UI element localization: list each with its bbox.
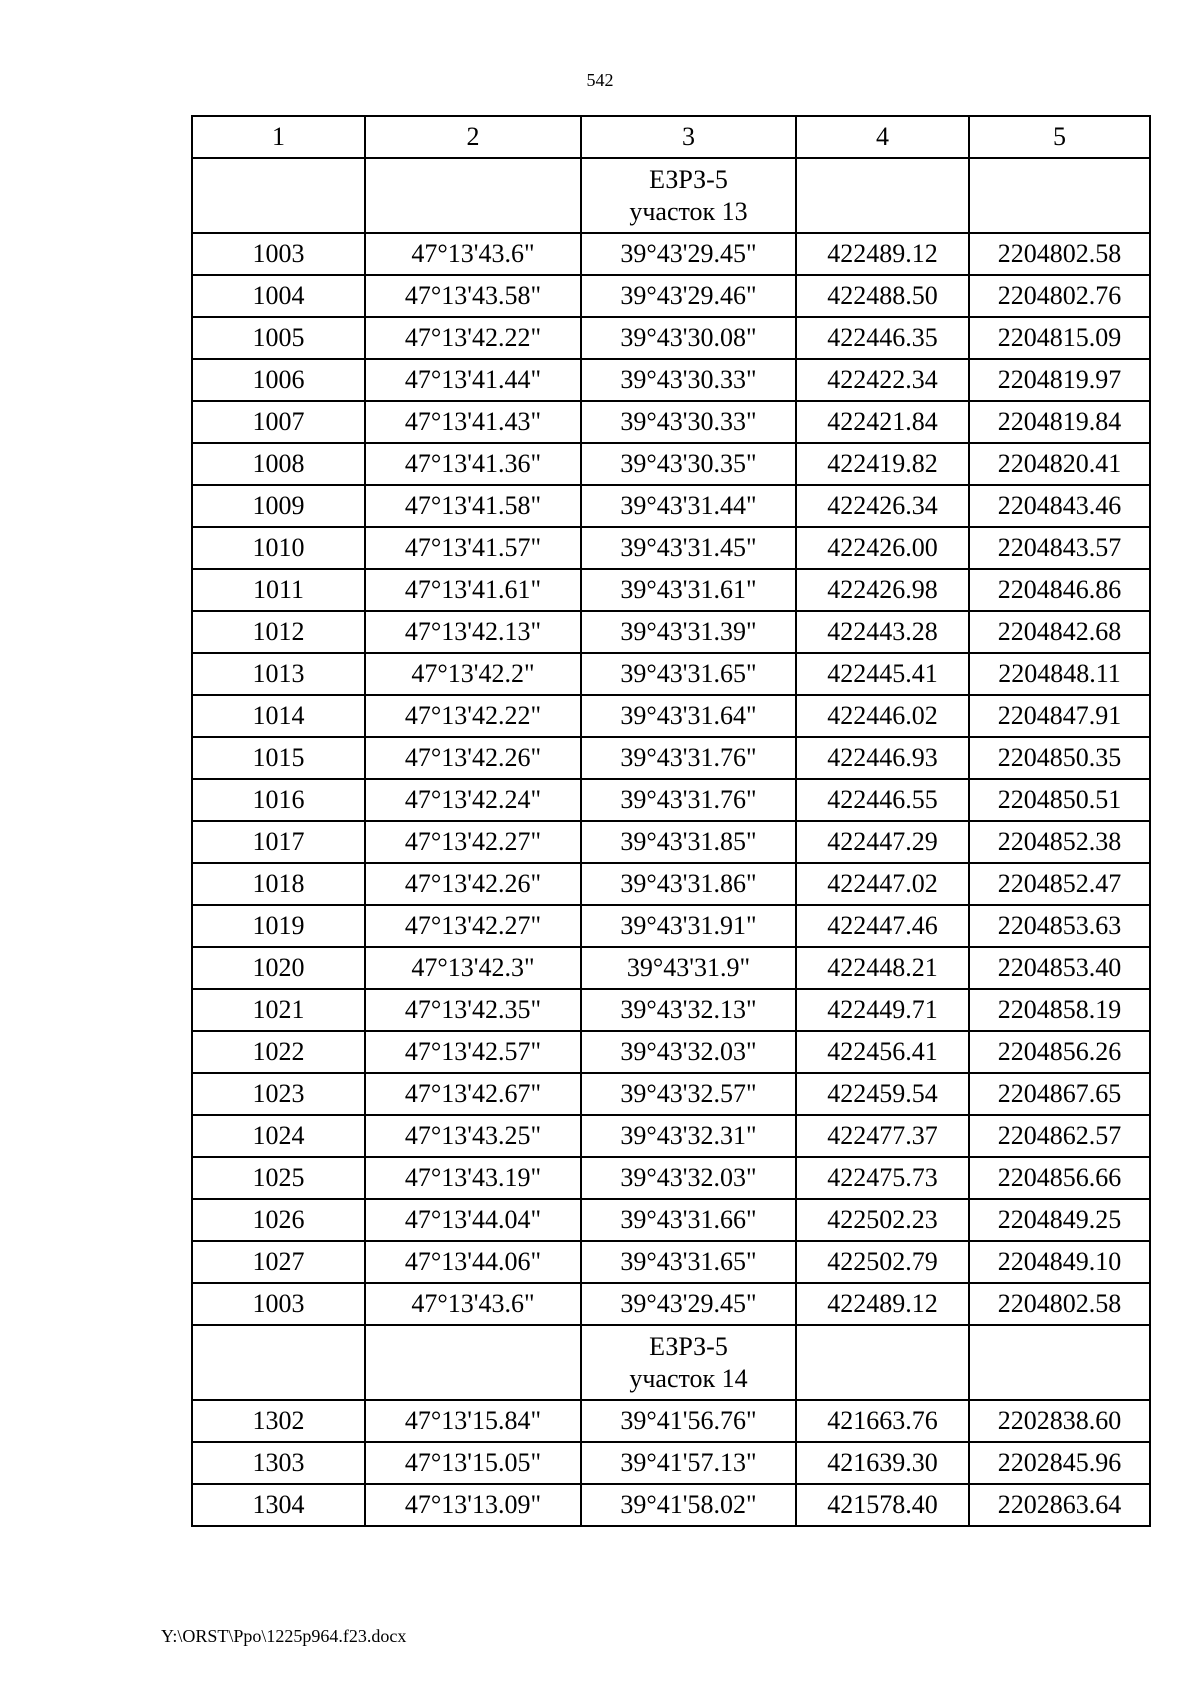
point-number-cell: 1007 (192, 401, 365, 443)
x-coordinate-cell: 422447.46 (796, 905, 969, 947)
point-number-cell: 1303 (192, 1442, 365, 1484)
section-plot: участок 14 (629, 1363, 748, 1393)
section-row (192, 158, 1150, 233)
x-coordinate-cell: 422477.37 (796, 1115, 969, 1157)
x-coordinate-cell: 422488.50 (796, 275, 969, 317)
y-coordinate-cell: 2204846.86 (969, 569, 1150, 611)
x-coordinate-cell: 422443.28 (796, 611, 969, 653)
table-row (192, 1400, 1150, 1442)
table-row (192, 1283, 1150, 1325)
longitude-cell: 39°43'31.61" (581, 569, 796, 611)
longitude-cell: 39°43'29.46" (581, 275, 796, 317)
longitude-cell: 39°43'31.76" (581, 779, 796, 821)
column-header-2: 2 (365, 116, 581, 158)
table-row (192, 443, 1150, 485)
longitude-cell: 39°43'30.33" (581, 359, 796, 401)
empty-cell (969, 1325, 1150, 1400)
x-coordinate-cell: 422475.73 (796, 1157, 969, 1199)
point-number-cell: 1012 (192, 611, 365, 653)
table-row (192, 653, 1150, 695)
empty-cell (365, 1325, 581, 1400)
y-coordinate-cell: 2204849.25 (969, 1199, 1150, 1241)
y-coordinate-cell: 2204820.41 (969, 443, 1150, 485)
latitude-cell: 47°13'43.6" (365, 233, 581, 275)
table-row (192, 779, 1150, 821)
section-row (192, 1325, 1150, 1400)
longitude-cell: 39°41'56.76" (581, 1400, 796, 1442)
y-coordinate-cell: 2204848.11 (969, 653, 1150, 695)
longitude-cell: 39°43'29.45" (581, 233, 796, 275)
longitude-cell: 39°43'31.91" (581, 905, 796, 947)
table-header-row (192, 116, 1150, 158)
x-coordinate-cell: 421663.76 (796, 1400, 969, 1442)
latitude-cell: 47°13'43.6" (365, 1283, 581, 1325)
table-row (192, 233, 1150, 275)
page-number: 542 (586, 70, 614, 90)
table-row (192, 863, 1150, 905)
point-number-cell: 1022 (192, 1031, 365, 1073)
longitude-cell: 39°43'31.65" (581, 1241, 796, 1283)
y-coordinate-cell: 2202863.64 (969, 1484, 1150, 1526)
point-number-cell: 1024 (192, 1115, 365, 1157)
longitude-cell: 39°43'31.76" (581, 737, 796, 779)
latitude-cell: 47°13'15.05" (365, 1442, 581, 1484)
point-number-cell: 1003 (192, 1283, 365, 1325)
table-row (192, 611, 1150, 653)
longitude-cell: 39°43'32.13" (581, 989, 796, 1031)
latitude-cell: 47°13'42.2" (365, 653, 581, 695)
longitude-cell: 39°41'58.02" (581, 1484, 796, 1526)
longitude-cell: 39°43'31.64" (581, 695, 796, 737)
y-coordinate-cell: 2204853.40 (969, 947, 1150, 989)
point-number-cell: 1016 (192, 779, 365, 821)
y-coordinate-cell: 2204802.58 (969, 233, 1150, 275)
x-coordinate-cell: 421639.30 (796, 1442, 969, 1484)
longitude-cell: 39°43'31.86" (581, 863, 796, 905)
point-number-cell: 1019 (192, 905, 365, 947)
longitude-cell: 39°43'31.66" (581, 1199, 796, 1241)
point-number-cell: 1008 (192, 443, 365, 485)
table-row (192, 1442, 1150, 1484)
x-coordinate-cell: 422446.55 (796, 779, 969, 821)
empty-cell (969, 158, 1150, 233)
point-number-cell: 1006 (192, 359, 365, 401)
table-row (192, 989, 1150, 1031)
x-coordinate-cell: 422445.41 (796, 653, 969, 695)
y-coordinate-cell: 2204843.57 (969, 527, 1150, 569)
point-number-cell: 1023 (192, 1073, 365, 1115)
table-row (192, 1031, 1150, 1073)
coordinates-table (191, 115, 1151, 1527)
y-coordinate-cell: 2204853.63 (969, 905, 1150, 947)
y-coordinate-cell: 2204802.58 (969, 1283, 1150, 1325)
y-coordinate-cell: 2202845.96 (969, 1442, 1150, 1484)
latitude-cell: 47°13'42.27" (365, 821, 581, 863)
y-coordinate-cell: 2204862.57 (969, 1115, 1150, 1157)
table-row (192, 359, 1150, 401)
section-name: ЕЗРЗ-5 (649, 164, 728, 194)
table-row (192, 275, 1150, 317)
empty-cell (192, 158, 365, 233)
table-row (192, 317, 1150, 359)
column-header-4: 4 (796, 116, 969, 158)
longitude-cell: 39°41'57.13" (581, 1442, 796, 1484)
point-number-cell: 1010 (192, 527, 365, 569)
point-number-cell: 1014 (192, 695, 365, 737)
x-coordinate-cell: 422421.84 (796, 401, 969, 443)
table-row (192, 485, 1150, 527)
latitude-cell: 47°13'41.36" (365, 443, 581, 485)
section-plot: участок 13 (629, 196, 748, 226)
x-coordinate-cell: 422456.41 (796, 1031, 969, 1073)
point-number-cell: 1020 (192, 947, 365, 989)
longitude-cell: 39°43'31.45" (581, 527, 796, 569)
x-coordinate-cell: 422426.00 (796, 527, 969, 569)
latitude-cell: 47°13'42.26" (365, 737, 581, 779)
latitude-cell: 47°13'44.04" (365, 1199, 581, 1241)
y-coordinate-cell: 2204858.19 (969, 989, 1150, 1031)
section-title-cell (581, 1325, 796, 1400)
point-number-cell: 1027 (192, 1241, 365, 1283)
x-coordinate-cell: 422447.02 (796, 863, 969, 905)
point-number-cell: 1021 (192, 989, 365, 1031)
latitude-cell: 47°13'13.09" (365, 1484, 581, 1526)
point-number-cell: 1302 (192, 1400, 365, 1442)
table-row (192, 1157, 1150, 1199)
point-number-cell: 1304 (192, 1484, 365, 1526)
x-coordinate-cell: 422502.23 (796, 1199, 969, 1241)
latitude-cell: 47°13'42.27" (365, 905, 581, 947)
y-coordinate-cell: 2204852.47 (969, 863, 1150, 905)
longitude-cell: 39°43'29.45" (581, 1283, 796, 1325)
file-path: Y:\ORST\Ppo\1225p964.f23.docx (161, 1626, 407, 1646)
point-number-cell: 1026 (192, 1199, 365, 1241)
empty-cell (192, 1325, 365, 1400)
section-title-cell (581, 158, 796, 233)
x-coordinate-cell: 422459.54 (796, 1073, 969, 1115)
point-number-cell: 1025 (192, 1157, 365, 1199)
y-coordinate-cell: 2204850.35 (969, 737, 1150, 779)
y-coordinate-cell: 2204856.66 (969, 1157, 1150, 1199)
empty-cell (796, 158, 969, 233)
longitude-cell: 39°43'31.44" (581, 485, 796, 527)
point-number-cell: 1003 (192, 233, 365, 275)
table-row (192, 1199, 1150, 1241)
longitude-cell: 39°43'32.03" (581, 1157, 796, 1199)
section-name: ЕЗРЗ-5 (649, 1331, 728, 1361)
table-row (192, 695, 1150, 737)
table-row (192, 947, 1150, 989)
latitude-cell: 47°13'42.3" (365, 947, 581, 989)
table-row (192, 1073, 1150, 1115)
longitude-cell: 39°43'30.35" (581, 443, 796, 485)
table-row (192, 1241, 1150, 1283)
table-row (192, 821, 1150, 863)
point-number-cell: 1009 (192, 485, 365, 527)
point-number-cell: 1011 (192, 569, 365, 611)
y-coordinate-cell: 2204847.91 (969, 695, 1150, 737)
latitude-cell: 47°13'44.06" (365, 1241, 581, 1283)
latitude-cell: 47°13'43.58" (365, 275, 581, 317)
empty-cell (365, 158, 581, 233)
longitude-cell: 39°43'32.57" (581, 1073, 796, 1115)
y-coordinate-cell: 2204852.38 (969, 821, 1150, 863)
table-row (192, 569, 1150, 611)
latitude-cell: 47°13'42.22" (365, 695, 581, 737)
latitude-cell: 47°13'43.25" (365, 1115, 581, 1157)
x-coordinate-cell: 422502.79 (796, 1241, 969, 1283)
latitude-cell: 47°13'41.61" (365, 569, 581, 611)
x-coordinate-cell: 422449.71 (796, 989, 969, 1031)
x-coordinate-cell: 422419.82 (796, 443, 969, 485)
table-row (192, 905, 1150, 947)
column-header-1: 1 (192, 116, 365, 158)
point-number-cell: 1005 (192, 317, 365, 359)
empty-cell (796, 1325, 969, 1400)
latitude-cell: 47°13'41.43" (365, 401, 581, 443)
column-header-5: 5 (969, 116, 1150, 158)
y-coordinate-cell: 2204819.97 (969, 359, 1150, 401)
x-coordinate-cell: 422426.98 (796, 569, 969, 611)
y-coordinate-cell: 2204815.09 (969, 317, 1150, 359)
table-row (192, 737, 1150, 779)
longitude-cell: 39°43'31.65" (581, 653, 796, 695)
x-coordinate-cell: 422446.02 (796, 695, 969, 737)
x-coordinate-cell: 422489.12 (796, 233, 969, 275)
x-coordinate-cell: 422446.35 (796, 317, 969, 359)
table-row (192, 527, 1150, 569)
latitude-cell: 47°13'42.67" (365, 1073, 581, 1115)
latitude-cell: 47°13'41.57" (365, 527, 581, 569)
latitude-cell: 47°13'42.24" (365, 779, 581, 821)
x-coordinate-cell: 422422.34 (796, 359, 969, 401)
y-coordinate-cell: 2204850.51 (969, 779, 1150, 821)
y-coordinate-cell: 2204849.10 (969, 1241, 1150, 1283)
x-coordinate-cell: 422448.21 (796, 947, 969, 989)
longitude-cell: 39°43'32.31" (581, 1115, 796, 1157)
latitude-cell: 47°13'41.58" (365, 485, 581, 527)
latitude-cell: 47°13'42.26" (365, 863, 581, 905)
x-coordinate-cell: 421578.40 (796, 1484, 969, 1526)
longitude-cell: 39°43'30.08" (581, 317, 796, 359)
longitude-cell: 39°43'30.33" (581, 401, 796, 443)
y-coordinate-cell: 2204802.76 (969, 275, 1150, 317)
point-number-cell: 1004 (192, 275, 365, 317)
x-coordinate-cell: 422426.34 (796, 485, 969, 527)
table-row (192, 1484, 1150, 1526)
longitude-cell: 39°43'32.03" (581, 1031, 796, 1073)
point-number-cell: 1017 (192, 821, 365, 863)
latitude-cell: 47°13'42.57" (365, 1031, 581, 1073)
y-coordinate-cell: 2204843.46 (969, 485, 1150, 527)
latitude-cell: 47°13'43.19" (365, 1157, 581, 1199)
y-coordinate-cell: 2204842.68 (969, 611, 1150, 653)
latitude-cell: 47°13'42.22" (365, 317, 581, 359)
column-header-3: 3 (581, 116, 796, 158)
latitude-cell: 47°13'42.35" (365, 989, 581, 1031)
x-coordinate-cell: 422447.29 (796, 821, 969, 863)
latitude-cell: 47°13'42.13" (365, 611, 581, 653)
y-coordinate-cell: 2204856.26 (969, 1031, 1150, 1073)
y-coordinate-cell: 2204819.84 (969, 401, 1150, 443)
latitude-cell: 47°13'15.84" (365, 1400, 581, 1442)
x-coordinate-cell: 422446.93 (796, 737, 969, 779)
point-number-cell: 1013 (192, 653, 365, 695)
y-coordinate-cell: 2202838.60 (969, 1400, 1150, 1442)
table-row (192, 401, 1150, 443)
y-coordinate-cell: 2204867.65 (969, 1073, 1150, 1115)
table-body (192, 158, 1150, 1526)
point-number-cell: 1018 (192, 863, 365, 905)
longitude-cell: 39°43'31.9" (581, 947, 796, 989)
point-number-cell: 1015 (192, 737, 365, 779)
longitude-cell: 39°43'31.85" (581, 821, 796, 863)
longitude-cell: 39°43'31.39" (581, 611, 796, 653)
x-coordinate-cell: 422489.12 (796, 1283, 969, 1325)
table-row (192, 1115, 1150, 1157)
latitude-cell: 47°13'41.44" (365, 359, 581, 401)
